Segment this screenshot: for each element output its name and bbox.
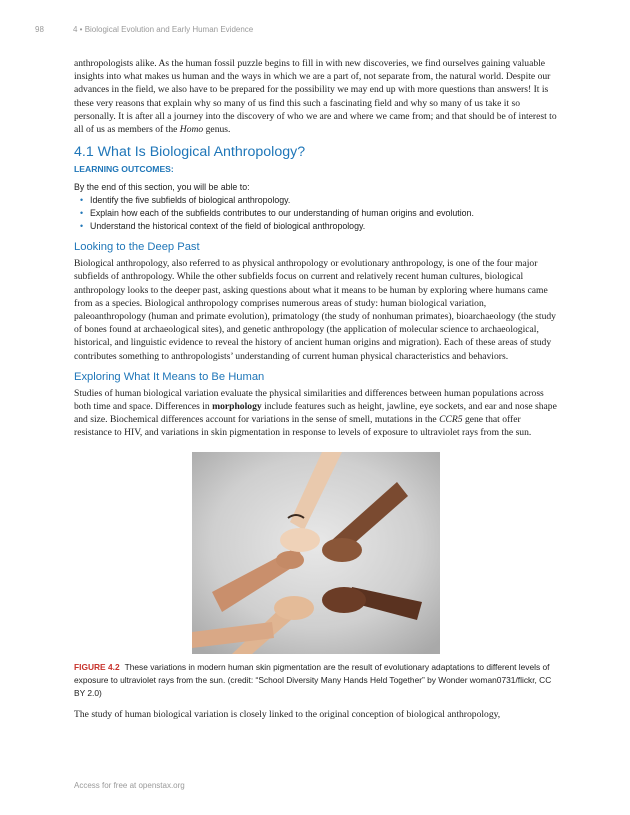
figure-label: FIGURE 4.2 [74, 661, 120, 672]
morphology-term: morphology [212, 401, 262, 413]
learning-outcomes-heading: LEARNING OUTCOMES: [74, 164, 174, 175]
paragraph-text: gene that offer resistance to HIV, and variations in skin pigmentation in response to levels of exposure to ultraviolet rays from the sun. [74, 414, 532, 439]
running-title: 4 • Biological Evolution and Early Human Evidence [73, 25, 254, 34]
intro-text-end: genus. [203, 124, 231, 136]
hand-light-bottom [274, 596, 314, 620]
deep-past-paragraph: Biological anthropology, also referred to as physical anthropology or evolutionary anthropology, is one of the four major subfields of anthropology. While the other subfields focus on current and relatively recent human cultures, biological anthropology looks to the deeper past, asking questions about what it means to be human by exploring where humans came from as a species. Biological anthropology comprises numerous areas of study: human biological variation, paleoanthropology (human and primate evolution), primatology (the study of nonhuman primates), bioarchaeology (the study of bones found at archaeological sites), and genetic anthropology (the application of molecular science to archaeological, historical, and linguistic evidence to reveal the history of ancient human origins and migration). Each of these areas of study contributes something to anthropologists’ understanding of current human physical characteristics and behaviors. [74, 258, 556, 362]
caption-text: These variations in modern human skin pigmentation are the result of evolutionary adaptations to different levels of exposure to ultraviolet rays from the sun. (credit: “School Diversity Many Hands Held Together” by Wonder woman0731/flickr, CC BY 2.0) [74, 661, 552, 698]
list-item-text: Identify the five subfields of biological anthropology. [90, 195, 291, 206]
figure-hands-photo [192, 452, 440, 654]
hand-light-top [280, 528, 320, 552]
hands-photo [192, 452, 440, 654]
subsection-title-deep-past: Looking to the Deep Past [74, 241, 200, 254]
intro-paragraph [74, 57, 558, 136]
page-number: 98 [35, 25, 44, 34]
intro-text: anthropologists alike. As the human fossil puzzle begins to fill in with new discoveries, we find ourselves gaining valuable insights into what makes us human and the ways in which we are a part of, not separate from, the natural world. Despite our advances in the field, we also have to be prepared for the possibility we may end up with more questions than answers! It is these very reasons that explain why so many of us find this such a fascinating field and why so many of us take it so personally. It is after all a journey into the discovery of who we are and where we came from; and that should be of interest to all of us as members of the [74, 58, 557, 136]
main-content [74, 57, 558, 721]
learning-outcomes-intro: By the end of this section, you will be able to: [74, 182, 250, 193]
subsection-title-being-human: Exploring What It Means to Be Human [74, 370, 265, 383]
learning-outcomes-list [74, 194, 558, 233]
page-footer: Access for free at openstax.org [74, 781, 185, 790]
running-header [35, 25, 253, 34]
bullet-icon: • [80, 221, 84, 232]
homo-italic: Homo [179, 124, 204, 136]
paragraph-text: Studies of human biological variation evaluate the physical similarities and differences between human populations across both time and space. Differences in [74, 387, 544, 413]
list-item [74, 220, 558, 233]
hand-dark-lower [322, 587, 366, 613]
hand-dark [322, 538, 362, 562]
figure-caption [74, 661, 558, 700]
being-human-paragraph [74, 387, 558, 440]
list-item-text: Explain how each of the subfields contributes to our understanding of human origins and evolution. [90, 208, 474, 219]
list-item-text: Understand the historical context of the field of biological anthropology. [90, 221, 366, 232]
list-item [74, 207, 558, 220]
closing-paragraph: The study of human biological variation is closely linked to the original conception of biological anthropology, [74, 708, 501, 720]
paragraph-text: include features such as height, jawline, eye sockets, and ear and nose shape and size. Biochemical differences account for variations in the sense of smell, mutations in the [74, 401, 557, 426]
section-title: 4.1 What Is Biological Anthropology? [74, 144, 306, 161]
list-item [74, 194, 558, 207]
bullet-icon: • [80, 208, 84, 219]
ccr5-italic: CCR5 [439, 414, 463, 426]
bullet-icon: • [80, 195, 84, 206]
hand-tan [276, 551, 304, 569]
